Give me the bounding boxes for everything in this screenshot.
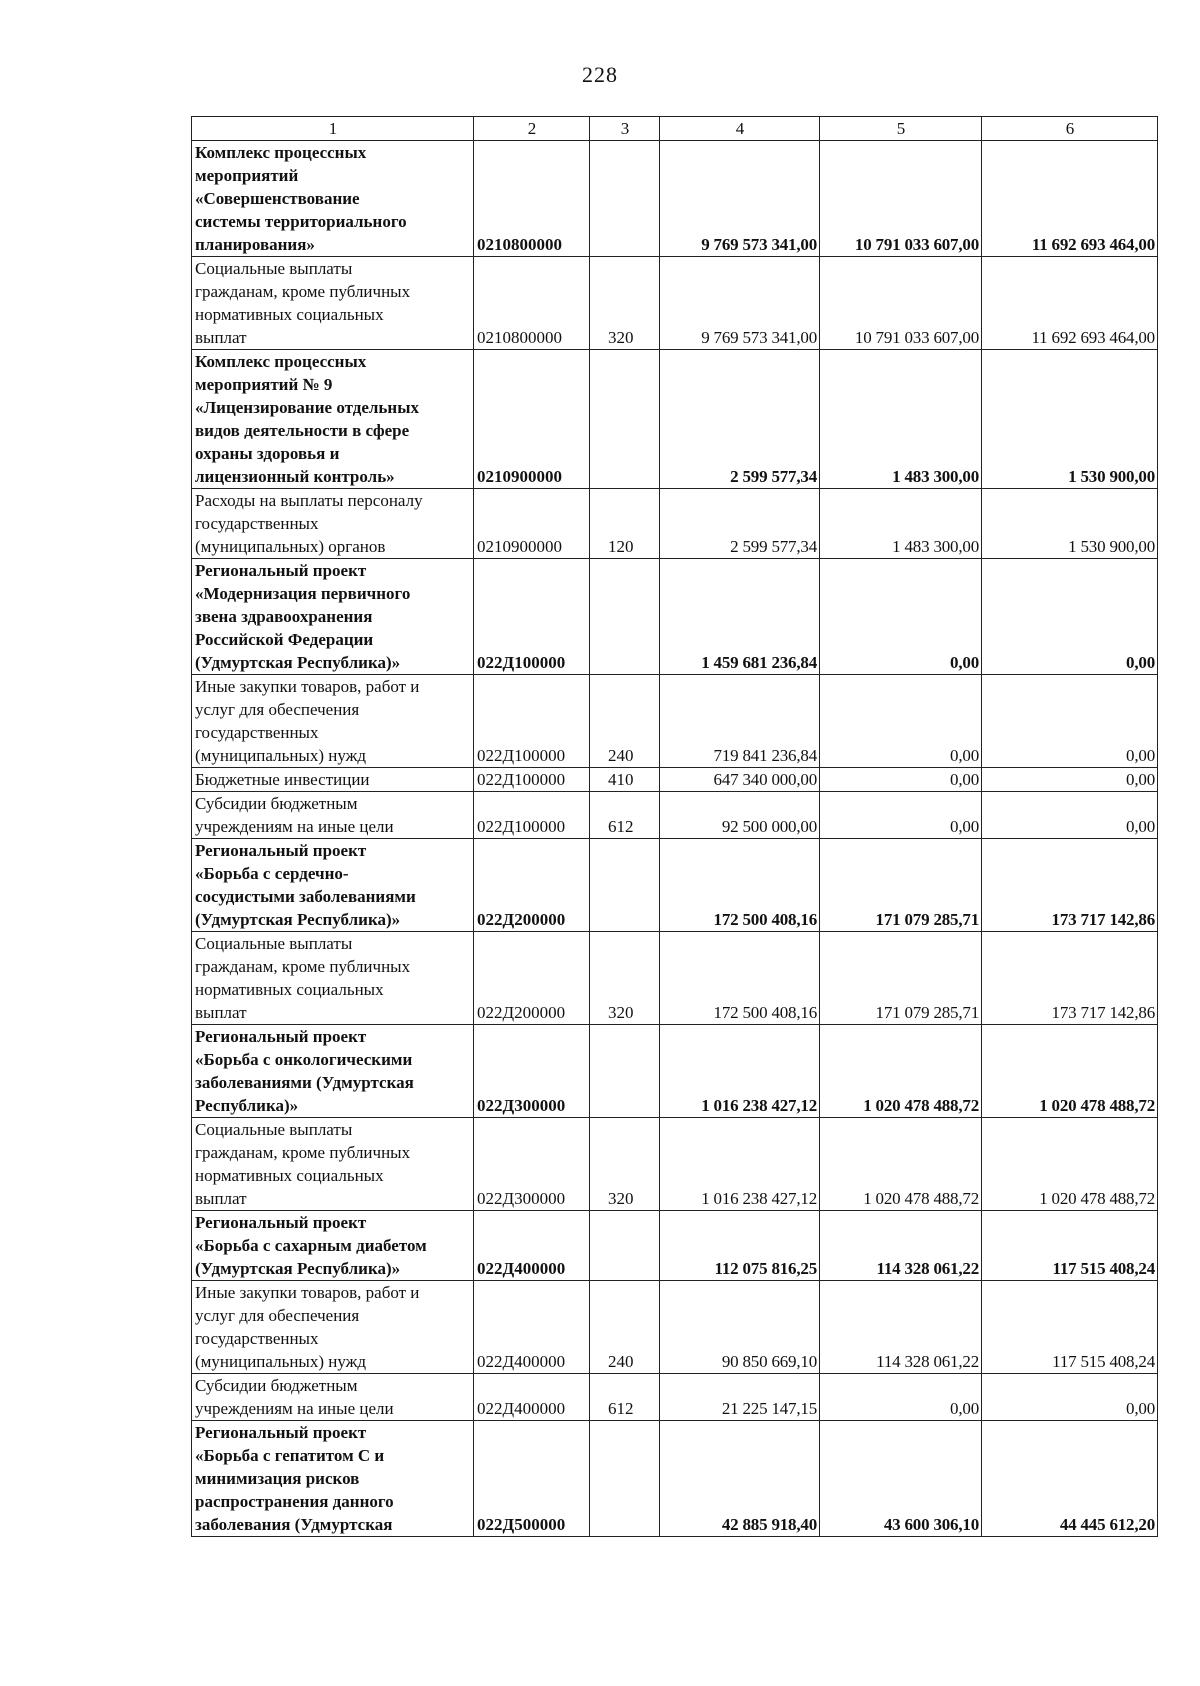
row-name-line: Республика)» <box>195 1096 299 1115</box>
row-type-cell <box>590 839 660 932</box>
column-header-5: 5 <box>820 117 982 141</box>
row-value-col6: 173 717 142,86 <box>982 839 1158 932</box>
row-name-line: видов деятельности в сфере <box>195 421 410 440</box>
row-type-cell: 320 <box>590 1118 660 1211</box>
row-name-line: Комплекс процессных <box>195 352 367 371</box>
row-value-col5: 10 791 033 607,00 <box>820 257 982 350</box>
row-name-line: Субсидии бюджетным <box>195 1376 358 1395</box>
row-value-col6: 1 020 478 488,72 <box>982 1025 1158 1118</box>
table-row <box>192 932 1158 1025</box>
row-name-cell <box>192 1118 474 1211</box>
row-code-cell: 022Д100000 <box>474 559 590 675</box>
row-name-cell <box>192 257 474 350</box>
row-name-line: «Борьба с онкологическими <box>195 1050 413 1069</box>
row-name-line: услуг для обеспечения <box>195 1306 360 1325</box>
column-header-row <box>192 117 1158 141</box>
table-body <box>192 117 1158 1537</box>
column-header-2: 2 <box>474 117 590 141</box>
row-type-cell <box>590 350 660 489</box>
row-name-line: «Борьба с сердечно- <box>195 864 349 883</box>
row-name-line: лицензионный контроль» <box>195 467 395 486</box>
row-type-cell: 612 <box>590 1374 660 1421</box>
row-value-col5: 1 483 300,00 <box>820 350 982 489</box>
row-name-line: «Совершенствование <box>195 189 360 208</box>
row-value-col4: 1 459 681 236,84 <box>660 559 820 675</box>
row-value-col6: 117 515 408,24 <box>982 1281 1158 1374</box>
row-value-col4: 647 340 000,00 <box>660 768 820 792</box>
row-name-cell <box>192 1281 474 1374</box>
row-name-line: нормативных социальных <box>195 1166 384 1185</box>
row-name-line: «Борьба с сахарным диабетом <box>195 1236 427 1255</box>
row-name-line: Региональный проект <box>195 561 367 580</box>
row-type-cell: 612 <box>590 792 660 839</box>
row-code-cell: 022Д400000 <box>474 1211 590 1281</box>
row-name-cell <box>192 839 474 932</box>
row-value-col6: 0,00 <box>982 768 1158 792</box>
table-row <box>192 257 1158 350</box>
row-code-cell: 022Д200000 <box>474 932 590 1025</box>
row-value-col5: 114 328 061,22 <box>820 1211 982 1281</box>
row-name-line: мероприятий № 9 <box>195 375 333 394</box>
row-name-line: (муниципальных) нужд <box>195 746 367 765</box>
row-value-col5: 0,00 <box>820 559 982 675</box>
row-type-cell: 240 <box>590 1281 660 1374</box>
row-type-cell <box>590 141 660 257</box>
row-value-col4: 90 850 669,10 <box>660 1281 820 1374</box>
row-value-col5: 10 791 033 607,00 <box>820 141 982 257</box>
row-value-col6: 1 530 900,00 <box>982 350 1158 489</box>
row-name-line: мероприятий <box>195 166 299 185</box>
table-row <box>192 768 1158 792</box>
row-value-col4: 172 500 408,16 <box>660 932 820 1025</box>
row-value-col5: 0,00 <box>820 768 982 792</box>
row-name-line: Иные закупки товаров, работ и <box>195 677 420 696</box>
row-code-cell: 0210900000 <box>474 350 590 489</box>
column-header-1: 1 <box>192 117 474 141</box>
section-row <box>192 1421 1158 1537</box>
row-name-line: Бюджетные инвестиции <box>195 770 370 789</box>
row-name-line: (Удмуртская Республика)» <box>195 653 401 672</box>
row-type-cell: 320 <box>590 932 660 1025</box>
row-value-col6: 1 020 478 488,72 <box>982 1118 1158 1211</box>
row-value-col5: 43 600 306,10 <box>820 1421 982 1537</box>
row-value-col4: 21 225 147,15 <box>660 1374 820 1421</box>
row-name-line: государственных <box>195 514 319 533</box>
row-name-line: Субсидии бюджетным <box>195 794 358 813</box>
row-code-cell: 0210900000 <box>474 489 590 559</box>
row-type-cell: 410 <box>590 768 660 792</box>
row-value-col5: 0,00 <box>820 792 982 839</box>
row-value-col6: 173 717 142,86 <box>982 932 1158 1025</box>
row-type-cell: 240 <box>590 675 660 768</box>
row-value-col4: 172 500 408,16 <box>660 839 820 932</box>
budget-table <box>191 116 1158 1537</box>
table-row <box>192 1118 1158 1211</box>
row-value-col5: 1 020 478 488,72 <box>820 1118 982 1211</box>
row-name-cell <box>192 932 474 1025</box>
row-value-col5: 1 020 478 488,72 <box>820 1025 982 1118</box>
row-type-cell: 320 <box>590 257 660 350</box>
section-row <box>192 1211 1158 1281</box>
table-row <box>192 792 1158 839</box>
section-row <box>192 839 1158 932</box>
row-name-cell <box>192 1374 474 1421</box>
row-name-line: Региональный проект <box>195 1423 367 1442</box>
row-name-cell <box>192 559 474 675</box>
row-name-line: нормативных социальных <box>195 305 384 324</box>
row-value-col5: 171 079 285,71 <box>820 932 982 1025</box>
row-name-line: Региональный проект <box>195 1027 367 1046</box>
row-name-line: (Удмуртская Республика)» <box>195 1259 401 1278</box>
row-name-line: Российской Федерации <box>195 630 374 649</box>
row-name-line: учреждениям на иные цели <box>195 1399 394 1418</box>
row-name-line: Социальные выплаты <box>195 1120 353 1139</box>
row-value-col6: 1 530 900,00 <box>982 489 1158 559</box>
row-value-col5: 0,00 <box>820 1374 982 1421</box>
row-name-line: звена здравоохранения <box>195 607 373 626</box>
row-code-cell: 022Д100000 <box>474 792 590 839</box>
row-code-cell: 022Д500000 <box>474 1421 590 1537</box>
row-value-col6: 11 692 693 464,00 <box>982 257 1158 350</box>
row-name-line: гражданам, кроме публичных <box>195 957 411 976</box>
row-value-col6: 0,00 <box>982 792 1158 839</box>
row-name-line: планирования» <box>195 235 315 254</box>
row-name-cell <box>192 675 474 768</box>
row-name-line: системы территориального <box>195 212 407 231</box>
row-name-line: (муниципальных) нужд <box>195 1352 367 1371</box>
section-row <box>192 1025 1158 1118</box>
row-value-col4: 2 599 577,34 <box>660 350 820 489</box>
row-value-col4: 2 599 577,34 <box>660 489 820 559</box>
row-value-col5: 114 328 061,22 <box>820 1281 982 1374</box>
table-row <box>192 1281 1158 1374</box>
row-name-line: Региональный проект <box>195 841 367 860</box>
section-row <box>192 350 1158 489</box>
row-value-col4: 112 075 816,25 <box>660 1211 820 1281</box>
row-name-line: Региональный проект <box>195 1213 367 1232</box>
row-value-col4: 719 841 236,84 <box>660 675 820 768</box>
row-value-col6: 117 515 408,24 <box>982 1211 1158 1281</box>
row-value-col6: 0,00 <box>982 675 1158 768</box>
row-type-cell <box>590 1211 660 1281</box>
row-type-cell <box>590 1025 660 1118</box>
row-code-cell: 0210800000 <box>474 141 590 257</box>
row-name-line: Комплекс процессных <box>195 143 367 162</box>
row-name-line: гражданам, кроме публичных <box>195 282 411 301</box>
row-name-line: выплат <box>195 328 247 347</box>
row-name-cell <box>192 1211 474 1281</box>
row-code-cell: 022Д100000 <box>474 675 590 768</box>
table-row <box>192 675 1158 768</box>
row-code-cell: 022Д300000 <box>474 1118 590 1211</box>
row-code-cell: 022Д300000 <box>474 1025 590 1118</box>
row-code-cell: 022Д200000 <box>474 839 590 932</box>
table-row <box>192 489 1158 559</box>
row-code-cell: 022Д100000 <box>474 768 590 792</box>
section-row <box>192 559 1158 675</box>
row-value-col4: 42 885 918,40 <box>660 1421 820 1537</box>
row-value-col5: 0,00 <box>820 675 982 768</box>
row-type-cell <box>590 1421 660 1537</box>
row-name-line: (муниципальных) органов <box>195 537 386 556</box>
row-name-line: Социальные выплаты <box>195 259 353 278</box>
table-row <box>192 1374 1158 1421</box>
page-number: 228 <box>582 62 618 87</box>
column-header-6: 6 <box>982 117 1158 141</box>
row-code-cell: 022Д400000 <box>474 1374 590 1421</box>
row-value-col6: 11 692 693 464,00 <box>982 141 1158 257</box>
column-header-4: 4 <box>660 117 820 141</box>
row-type-cell: 120 <box>590 489 660 559</box>
row-name-cell <box>192 792 474 839</box>
row-name-line: «Модернизация первичного <box>195 584 411 603</box>
row-name-line: гражданам, кроме публичных <box>195 1143 411 1162</box>
row-name-line: Расходы на выплаты персоналу <box>195 491 423 510</box>
row-value-col4: 1 016 238 427,12 <box>660 1118 820 1211</box>
row-name-line: распространения данного <box>195 1492 394 1511</box>
row-name-line: государственных <box>195 723 319 742</box>
row-value-col4: 9 769 573 341,00 <box>660 141 820 257</box>
row-name-line: выплат <box>195 1003 247 1022</box>
row-value-col4: 92 500 000,00 <box>660 792 820 839</box>
row-value-col5: 171 079 285,71 <box>820 839 982 932</box>
row-name-line: (Удмуртская Республика)» <box>195 910 401 929</box>
row-value-col4: 9 769 573 341,00 <box>660 257 820 350</box>
row-name-line: Социальные выплаты <box>195 934 353 953</box>
row-name-cell <box>192 768 474 792</box>
row-name-line: «Борьба с гепатитом С и <box>195 1446 385 1465</box>
row-value-col6: 44 445 612,20 <box>982 1421 1158 1537</box>
row-name-cell <box>192 141 474 257</box>
row-name-line: государственных <box>195 1329 319 1348</box>
row-code-cell: 0210800000 <box>474 257 590 350</box>
row-name-line: минимизация рисков <box>195 1469 360 1488</box>
row-name-line: заболеваниями (Удмуртская <box>195 1073 414 1092</box>
row-value-col4: 1 016 238 427,12 <box>660 1025 820 1118</box>
row-value-col5: 1 483 300,00 <box>820 489 982 559</box>
row-name-line: выплат <box>195 1189 247 1208</box>
row-code-cell: 022Д400000 <box>474 1281 590 1374</box>
row-value-col6: 0,00 <box>982 559 1158 675</box>
section-row <box>192 141 1158 257</box>
row-name-line: услуг для обеспечения <box>195 700 360 719</box>
row-name-line: нормативных социальных <box>195 980 384 999</box>
row-name-line: Иные закупки товаров, работ и <box>195 1283 420 1302</box>
column-header-3: 3 <box>590 117 660 141</box>
row-name-line: заболевания (Удмуртская <box>195 1515 393 1534</box>
row-name-line: учреждениям на иные цели <box>195 817 394 836</box>
row-name-cell <box>192 1025 474 1118</box>
row-name-cell <box>192 350 474 489</box>
row-value-col6: 0,00 <box>982 1374 1158 1421</box>
row-name-cell <box>192 1421 474 1537</box>
row-name-line: «Лицензирование отдельных <box>195 398 419 417</box>
row-name-cell <box>192 489 474 559</box>
row-name-line: сосудистыми заболеваниями <box>195 887 416 906</box>
row-type-cell <box>590 559 660 675</box>
row-name-line: охраны здоровья и <box>195 444 340 463</box>
